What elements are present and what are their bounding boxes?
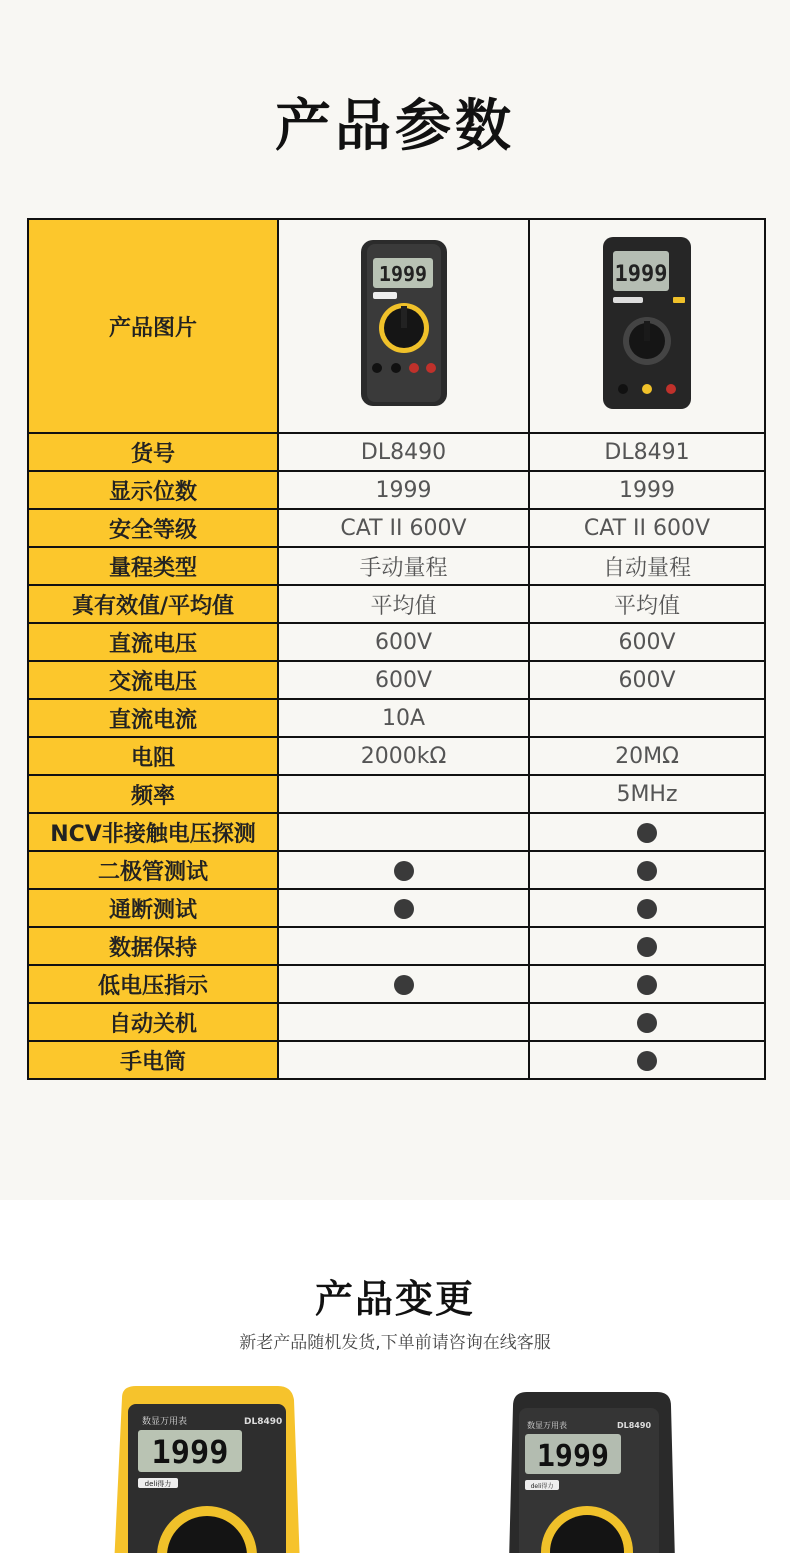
spec-label: 自动关机 — [28, 1003, 278, 1041]
old-meter-brand: deli得力 — [144, 1480, 172, 1488]
change-subtitle: 新老产品随机发货,下单前请咨询在线客服 — [239, 1333, 551, 1353]
spec-value-dl8491: CAT II 600V — [529, 509, 765, 547]
spec-row — [28, 775, 765, 813]
spec-value-dl8491: 1999 — [529, 471, 765, 509]
spec-value-dl8491 — [529, 1041, 765, 1079]
old-meter-screen: 1999 — [151, 1433, 229, 1471]
spec-value-dl8491 — [529, 813, 765, 851]
spec-label: 频率 — [28, 775, 278, 813]
spec-label: 直流电压 — [28, 623, 278, 661]
feature-dot-icon — [394, 975, 414, 995]
dl8491-screen-text: 1999 — [614, 262, 668, 287]
feature-dot-icon — [394, 861, 414, 881]
spec-value-dl8490: 600V — [278, 623, 529, 661]
spec-value-dl8491: 600V — [529, 661, 765, 699]
spec-value-dl8490: 10A — [278, 699, 529, 737]
change-section — [0, 1200, 790, 1553]
spec-label: 量程类型 — [28, 547, 278, 585]
spec-label: 显示位数 — [28, 471, 278, 509]
feature-dot-icon — [637, 861, 657, 881]
feature-dot-icon — [637, 1051, 657, 1071]
feature-dot-icon — [394, 899, 414, 919]
spec-value-dl8490: 2000kΩ — [278, 737, 529, 775]
spec-value-dl8491: 平均值 — [529, 585, 765, 623]
spec-row — [28, 889, 765, 927]
spec-value-dl8490: 平均值 — [278, 585, 529, 623]
spec-label: 直流电流 — [28, 699, 278, 737]
spec-value-dl8490: DL8490 — [278, 433, 529, 471]
spec-row — [28, 661, 765, 699]
multimeter-dl8491-image — [599, 233, 695, 413]
spec-value-dl8490: 1999 — [278, 471, 529, 509]
spec-row — [28, 471, 765, 509]
spec-row — [28, 1041, 765, 1079]
spec-label: 通断测试 — [28, 889, 278, 927]
spec-label: 货号 — [28, 433, 278, 471]
spec-row — [28, 699, 765, 737]
spec-row — [28, 547, 765, 585]
spec-value-dl8491: 20MΩ — [529, 737, 765, 775]
new-meter-label: 数显万用表 — [527, 1421, 567, 1430]
feature-dot-icon — [637, 899, 657, 919]
spec-label: 手电筒 — [28, 1041, 278, 1079]
spec-label: 真有效值/平均值 — [28, 585, 278, 623]
product-image-dl8490 — [278, 219, 529, 433]
dl8490-screen-text: 1999 — [378, 262, 427, 286]
feature-dot-icon — [637, 937, 657, 957]
spec-label: 电阻 — [28, 737, 278, 775]
spec-value-dl8490 — [278, 889, 529, 927]
spec-value-dl8491 — [529, 699, 765, 737]
spec-table — [27, 218, 766, 1080]
spec-value-dl8491: 5MHz — [529, 775, 765, 813]
spec-label: 交流电压 — [28, 661, 278, 699]
spec-value-dl8491 — [529, 965, 765, 1003]
params-title: 产品参数 — [275, 94, 515, 159]
spec-value-dl8491: 自动量程 — [529, 547, 765, 585]
spec-value-dl8490 — [278, 1003, 529, 1041]
spec-row — [28, 509, 765, 547]
product-image-dl8491 — [529, 219, 765, 433]
new-meter-screen: 1999 — [536, 1439, 610, 1474]
spec-row — [28, 927, 765, 965]
spec-value-dl8490 — [278, 927, 529, 965]
yellow-multimeter-image — [112, 1386, 302, 1553]
spec-row — [28, 737, 765, 775]
spec-row — [28, 1003, 765, 1041]
spec-value-dl8490: 600V — [278, 661, 529, 699]
spec-value-dl8491: DL8491 — [529, 433, 765, 471]
spec-row — [28, 851, 765, 889]
spec-row — [28, 623, 765, 661]
product-image-row — [28, 219, 765, 433]
new-meter-model: DL8490 — [617, 1421, 652, 1430]
spec-value-dl8490: CAT II 600V — [278, 509, 529, 547]
new-meter-brand: deli得力 — [530, 1483, 554, 1490]
spec-label: 数据保持 — [28, 927, 278, 965]
feature-dot-icon — [637, 1013, 657, 1033]
spec-value-dl8490 — [278, 775, 529, 813]
spec-value-dl8491 — [529, 889, 765, 927]
spec-label: 二极管测试 — [28, 851, 278, 889]
spec-label: 安全等级 — [28, 509, 278, 547]
old-meter-model: DL8490 — [244, 1417, 283, 1427]
spec-value-dl8490 — [278, 813, 529, 851]
old-meter-label: 数显万用表 — [142, 1417, 188, 1427]
spec-value-dl8491 — [529, 1003, 765, 1041]
old-meter-photo — [112, 1386, 302, 1553]
spec-row — [28, 585, 765, 623]
product-image-label: 产品图片 — [28, 219, 278, 433]
spec-value-dl8491 — [529, 927, 765, 965]
black-multimeter-image — [505, 1392, 677, 1553]
spec-row — [28, 813, 765, 851]
spec-value-dl8490: 手动量程 — [278, 547, 529, 585]
spec-row — [28, 965, 765, 1003]
spec-value-dl8491 — [529, 851, 765, 889]
spec-label: NCV非接触电压探测 — [28, 813, 278, 851]
spec-value-dl8490 — [278, 851, 529, 889]
multimeter-dl8490-image — [359, 238, 449, 408]
new-meter-photo — [505, 1392, 677, 1553]
spec-label: 低电压指示 — [28, 965, 278, 1003]
feature-dot-icon — [637, 975, 657, 995]
spec-value-dl8490 — [278, 1041, 529, 1079]
feature-dot-icon — [637, 823, 657, 843]
spec-value-dl8490 — [278, 965, 529, 1003]
change-title: 产品变更 — [314, 1277, 475, 1321]
spec-row — [28, 433, 765, 471]
spec-value-dl8491: 600V — [529, 623, 765, 661]
